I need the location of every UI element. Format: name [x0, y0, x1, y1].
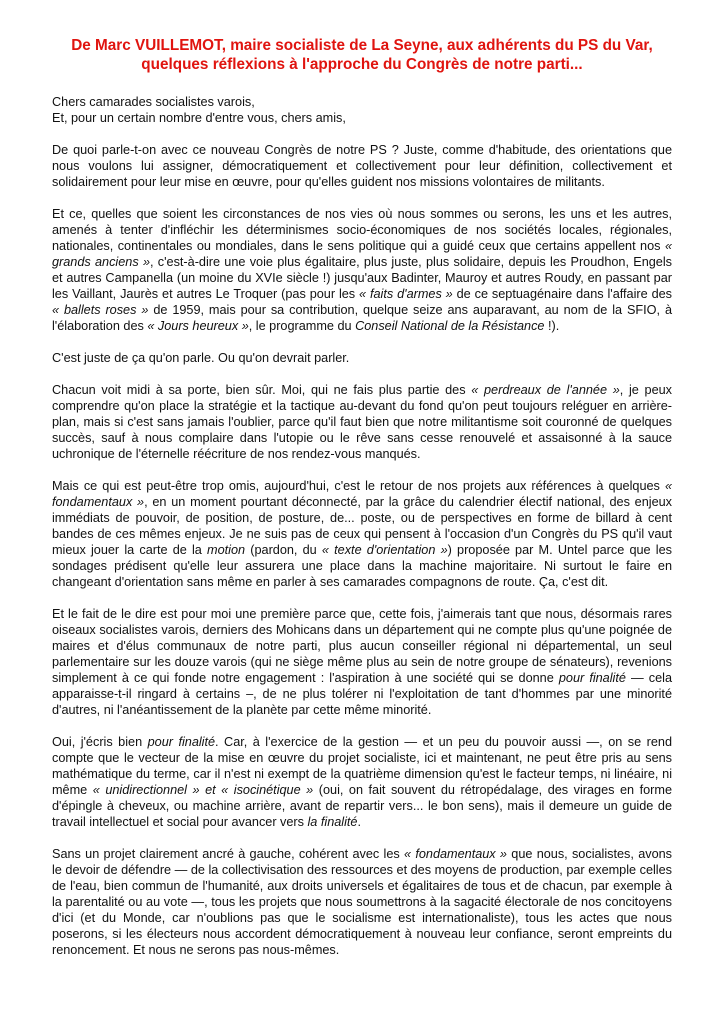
paragraph-4 — [52, 382, 672, 462]
p5-text-2: , en un moment pourtant déconnecté, par la grâce du calendrier électif national, des enjeux immédiats de pouvoir, de position, de posture, de... poste, ou de perspectives en forme de billard à cent bandes de ces mêmes enjeux. Je ne suis pas de ceux qui pensent à l'occasion d'un Congrès du PS qu'il vaut mieux jouer la carte de la — [52, 495, 672, 557]
p5-text-1: Mais ce qui est peut-être trop omis, aujourd'hui, c'est le retour de nos projets aux références à quelques — [52, 479, 665, 493]
paragraph-6 — [52, 606, 672, 718]
p7-italic-1: pour finalité — [147, 735, 216, 749]
p6-text-1: Et le fait de le dire est pour moi une première parce que, cette fois, j'aimerais tant que nous, désormais rares oiseaux socialistes varois, derniers des Mohicans dans un département qui ne compte plus qu'une poignée de maires et d'élus communaux de notre parti, plus aucun conseiller régional ni départemental, un seul parlementaire sur les douze varois (qui ne siège même plus au sein de notre groupe de sénateurs), revenions simplement à ce qui fonde notre engagement : l'aspiration à une société qui se donne — [52, 607, 672, 685]
paragraph-3: C'est juste de ça qu'on parle. Ou qu'on devrait parler. — [52, 351, 350, 365]
paragraph-2 — [52, 206, 672, 334]
p5-text-4: ) proposée par M. Untel parce que les sondages prédisent qu'elle leur assurera une place dans la machine majoritaire. Ni surtout le faire en changeant d'orientation sans même en parler à ses camarades compagnons de route. Ça, c'est dit. — [52, 543, 672, 589]
p2-text-1: Et ce, quelles que soient les circonstances de nos vies où nous sommes ou serons, les uns et les autres, amenés à tenter d'infléchir les déterminismes socio-économiques de nos sociétés locales, régionales, nationales, continentales ou mondiales, dans le sens politique qui a guidé ceux que certains appellent nos — [52, 207, 672, 253]
letter-title — [52, 36, 672, 74]
p6-italic-1: pour finalité — [558, 671, 626, 685]
p2-text-4: de 1959, mais pour sa contribution, quelque seize ans auparavant, au nom de la SFIO, à l'élaboration des — [52, 303, 672, 333]
p2-italic-2: « faits d'armes » — [359, 287, 453, 301]
p5-italic-1: « fondamentaux » — [52, 479, 672, 509]
p4-text-1: Chacun voit midi à sa porte, bien sûr. Moi, qui ne fais plus partie des — [52, 383, 472, 397]
p7-text-4: . — [357, 815, 361, 829]
p5-italic-3: « texte d'orientation » — [321, 543, 448, 557]
p2-italic-1: « grands anciens » — [52, 239, 672, 269]
p7-italic-3: la finalité — [307, 815, 358, 829]
greeting-line-2: Et, pour un certain nombre d'entre vous, chers amis, — [52, 111, 346, 125]
p8-text-1: Sans un projet clairement ancré à gauche, cohérent avec les — [52, 847, 405, 861]
p2-text-2: , c'est-à-dire une voie plus égalitaire, plus juste, plus solidaire, depuis les Proudhon, Engels et autres Campanella (un moine du XVIe siècle !) jusqu'aux Badinter, Mauroy et autres Roudy, en passant par les Vaillant, Jaurès et autres Le Troquer (pas pour les — [52, 255, 672, 301]
greeting-line-1: Chers camarades socialistes varois, — [52, 95, 255, 109]
paragraph-5 — [52, 478, 672, 590]
p2-text-6: !). — [544, 319, 560, 333]
paragraph-7 — [52, 734, 672, 830]
p2-italic-4: « Jours heureux » — [147, 319, 249, 333]
title-line-2: quelques réflexions à l'approche du Congrès de notre parti... — [141, 56, 583, 73]
p2-italic-5: Conseil National de la Résistance — [355, 319, 545, 333]
p8-italic-1: « fondamentaux » — [404, 847, 507, 861]
p2-text-3: de ce septuagénaire dans l'affaire des — [452, 287, 672, 301]
paragraph-8 — [52, 846, 672, 958]
title-line-1: De Marc VUILLEMOT, maire socialiste de La Seyne, aux adhérents du PS du Var, — [71, 37, 653, 54]
p7-text-2: . Car, à l'exercice de la gestion — et un peu du pouvoir aussi —, on se rend compte que le vecteur de la mise en œuvre du projet socialiste, ici et maintenant, ne peut être pris au sens mathématique du terme, car il n'est ni exempt de la quatrième dimension qu'est le facteur temps, ni linéaire, ni même — [52, 735, 672, 797]
p5-text-3: (pardon, du — [245, 543, 322, 557]
p7-italic-2: « unidirectionnel » et « isocinétique » — [92, 783, 314, 797]
p4-italic-1: « perdreaux de l'année » — [471, 383, 620, 397]
p6-text-2: — cela apparaisse-t-il ringard à certains –, de ne plus tolérer ni l'exploitation de tant d'hommes par une minorité d'autres, ni l'anéantissement de la planète par cette même minorité. — [52, 671, 673, 717]
p7-text-1: Oui, j'écris bien — [52, 735, 148, 749]
p2-italic-3: « ballets roses » — [52, 303, 149, 317]
p5-italic-2: motion — [207, 543, 246, 557]
p2-text-5: , le programme du — [248, 319, 356, 333]
p8-text-2: que nous, socialistes, avons le devoir de défendre — de la collectivisation des ressources et des moyens de production, par exemple celles de l'eau, bien commun de l'humanité, aux droits universels et égalitaires de tous et de chacun, par exemple à la parentalité ou au vote —, tous les projets que nous soumettrons à la sagacité électorale de nos concitoyens d'ici (et du Monde, car n'oublions pas que le socialisme est internationaliste), tous les actes que nous poserons, si les électeurs nous accordent démocratiquement à nouveau leur confiance, seront empreints du renoncement. Et nous ne serons pas nous-mêmes. — [52, 847, 672, 957]
paragraph-1: De quoi parle-t-on avec ce nouveau Congrès de notre PS ? Juste, comme d'habitude, des orientations que nous voulons lui assigner, démocratiquement et collectivement pour leur définition, collectivement et solidairement pour leur mise en œuvre, pour qu'elles guident nos missions volontaires de militants. — [52, 143, 672, 189]
p4-text-2: , je peux comprendre qu'on place la stratégie et la tactique au-devant du fond qu'on peut toujours reléguer en arrière-plan, mais si c'est sans jamais l'oublier, parce qu'il faut bien que notre militantisme soit couronné de quelques succès, sauf à nous complaire dans l'utopie ou le rêve sans cesse renouvelé et assaisonné à la sauce uchronique de l'éternelle réécriture de nos rendez-vous manqués. — [52, 383, 673, 461]
p7-text-3: (oui, on fait souvent du rétropédalage, des virages en forme d'épingle à cheveux, ou machine arrière, avant de repartir vers... le bon sens), mais il demeure un guide de travail intellectuel et social pour avancer vers — [52, 783, 673, 829]
greeting — [52, 94, 672, 126]
